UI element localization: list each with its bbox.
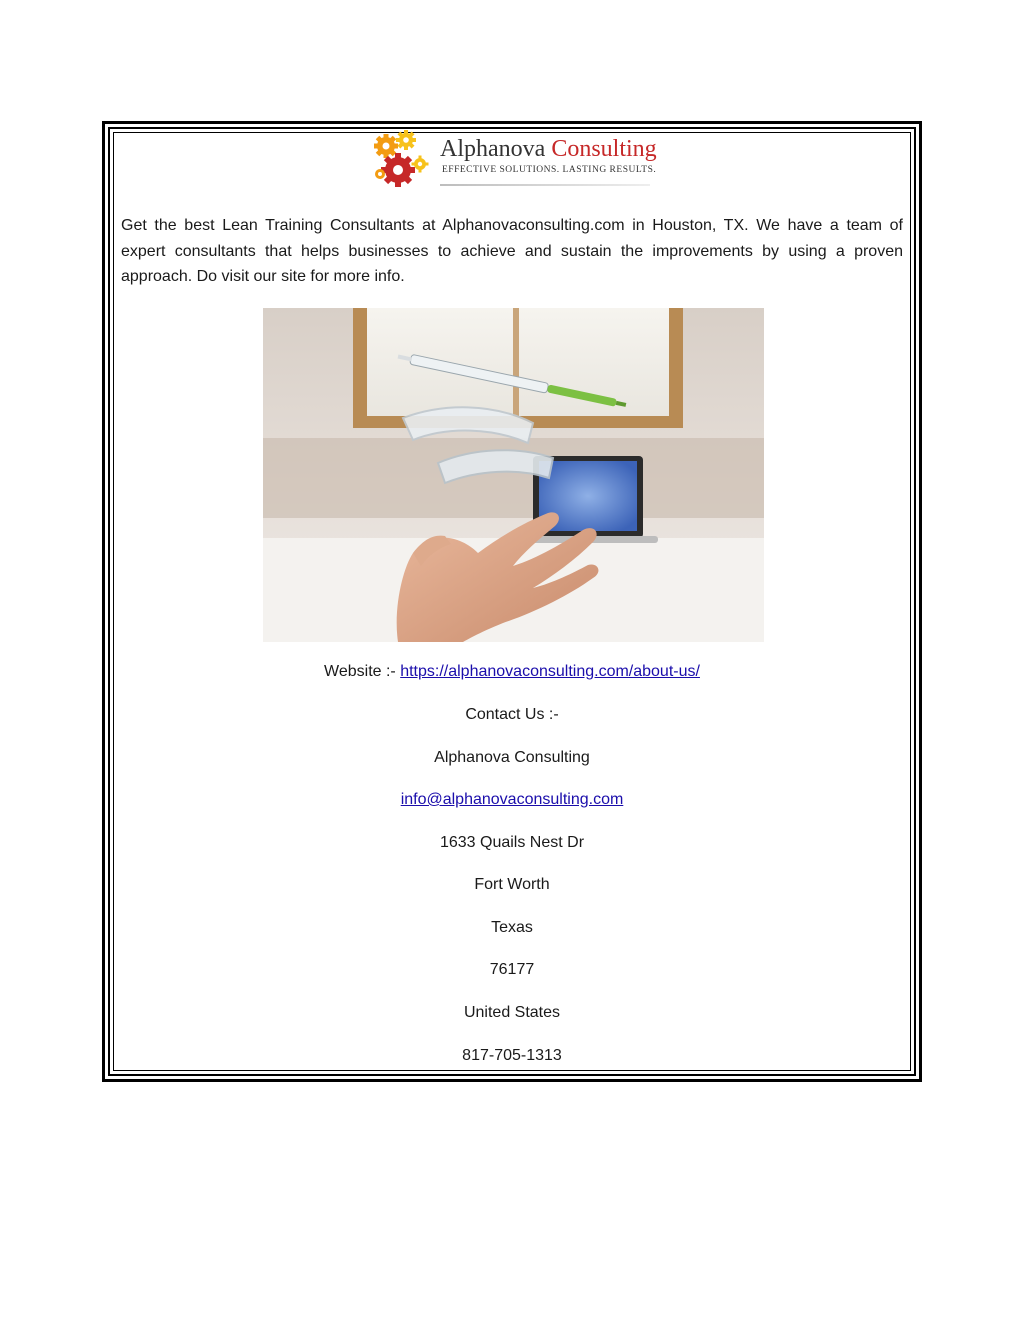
- contact-heading: Contact Us :-: [465, 706, 559, 723]
- logo-name-part2: Consulting: [551, 136, 657, 162]
- logo-name-part1: Alphanova: [440, 136, 546, 162]
- logo-tagline: EFFECTIVE SOLUTIONS. LASTING RESULTS.: [442, 165, 657, 175]
- intro-paragraph: Get the best Lean Training Consultants at Alphanovaconsulting.com in Houston, TX. We have a team of expert consultants that helps businesses to achieve and sustain the improvements by using a proven approach. Do visit our site for more info.: [121, 217, 903, 285]
- website-link[interactable]: https://alphanovaconsulting.com/about-us/: [400, 663, 700, 680]
- logo-wordmark: [440, 136, 657, 163]
- zip-code: 76177: [489, 961, 535, 978]
- state: Texas: [491, 919, 533, 936]
- website-label: Website :-: [324, 663, 401, 680]
- email-line: [110, 791, 914, 809]
- country: United States: [463, 1004, 561, 1021]
- website-line: [110, 663, 914, 681]
- company-logo: [372, 128, 662, 196]
- hand-with-floating-aligners-photo: [263, 308, 764, 642]
- phone-number: 817-705-1313: [462, 1047, 562, 1064]
- gears-icon: [372, 128, 438, 196]
- email-link[interactable]: info@alphanovaconsulting.com: [400, 791, 624, 808]
- logo-underline: [440, 184, 650, 186]
- street-address: 1633 Quails Nest Dr: [439, 834, 585, 851]
- city: Fort Worth: [474, 876, 550, 893]
- company-name: Alphanova Consulting: [434, 749, 590, 766]
